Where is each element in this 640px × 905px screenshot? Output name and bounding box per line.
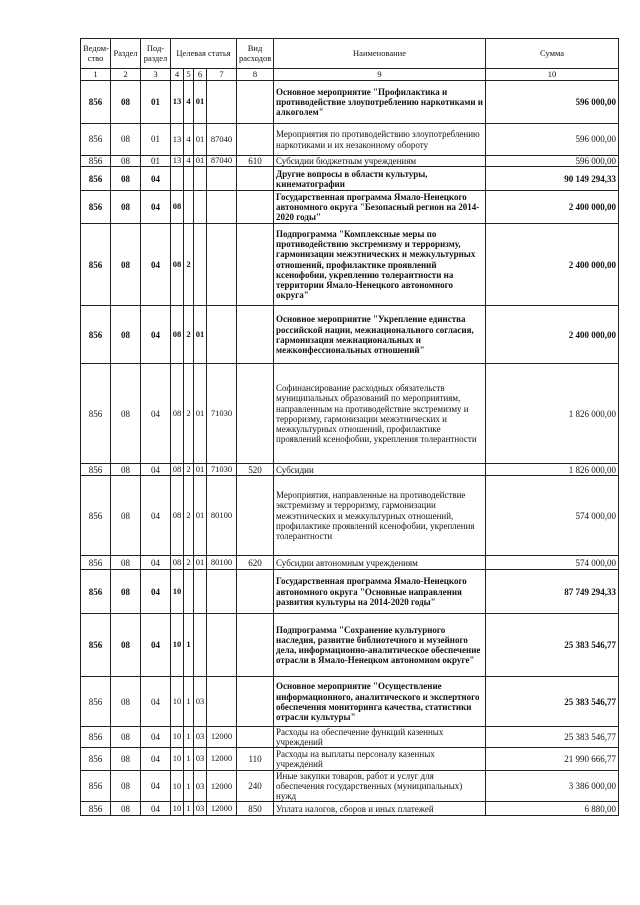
cell-summa: 596 000,00: [486, 81, 619, 124]
cell-target-direction: 12000: [207, 771, 237, 802]
column-number: 5: [184, 69, 194, 81]
cell-target-direction: 71030: [207, 464, 237, 476]
column-number: 10: [486, 69, 619, 81]
cell-podrazdel: 04: [141, 748, 171, 771]
cell-razdel: 08: [111, 364, 141, 464]
cell-vedomstvo: 856: [81, 167, 111, 191]
cell-target-subprogram: 1: [184, 614, 194, 677]
cell-target-subprogram: 1: [184, 748, 194, 771]
cell-vedomstvo: 856: [81, 156, 111, 167]
cell-vedomstvo: 856: [81, 677, 111, 727]
cell-summa: 90 149 294,33: [486, 167, 619, 191]
column-number: 4: [171, 69, 184, 81]
cell-vid-rashodov: [237, 476, 274, 556]
cell-target-event: 01: [194, 364, 207, 464]
cell-razdel: 08: [111, 677, 141, 727]
cell-target-direction: [207, 570, 237, 614]
cell-razdel: 08: [111, 224, 141, 306]
cell-vedomstvo: 856: [81, 306, 111, 364]
cell-target-direction: [207, 614, 237, 677]
table-row: [81, 614, 619, 677]
cell-target-event: 01: [194, 464, 207, 476]
cell-summa: 2 400 000,00: [486, 224, 619, 306]
header-celevaya-statya: Целевая статья: [171, 39, 237, 69]
cell-razdel: 08: [111, 167, 141, 191]
cell-razdel: 08: [111, 556, 141, 570]
cell-target-event: [194, 191, 207, 224]
cell-target-direction: 80100: [207, 556, 237, 570]
cell-target-subprogram: 1: [184, 677, 194, 727]
cell-podrazdel: 01: [141, 156, 171, 167]
cell-target-direction: [207, 224, 237, 306]
cell-target-event: 03: [194, 802, 207, 816]
cell-target-event: 03: [194, 727, 207, 748]
cell-target-event: 03: [194, 771, 207, 802]
table-row: [81, 727, 619, 748]
cell-target-subprogram: [184, 570, 194, 614]
cell-target-direction: [207, 191, 237, 224]
table-row: [81, 124, 619, 156]
cell-vedomstvo: 856: [81, 802, 111, 816]
cell-vid-rashodov: [237, 306, 274, 364]
table-row: [81, 167, 619, 191]
cell-target-event: 03: [194, 748, 207, 771]
cell-summa: 6 880,00: [486, 802, 619, 816]
header-vid-rashodov: Вид расходов: [237, 39, 274, 69]
table-row: [81, 556, 619, 570]
table-row: [81, 570, 619, 614]
cell-vid-rashodov: 850: [237, 802, 274, 816]
cell-naimenovanie: Субсидии: [274, 464, 486, 476]
cell-target-subprogram: 4: [184, 124, 194, 156]
cell-razdel: 08: [111, 306, 141, 364]
header-vedomstvo: Ведом-ство: [81, 39, 111, 69]
cell-naimenovanie: Государственная программа Ямало-Ненецкого автономного округа "Основные направления развития культуры на 2014-2020 годы": [274, 570, 486, 614]
cell-target-direction: [207, 677, 237, 727]
cell-razdel: 08: [111, 748, 141, 771]
cell-razdel: 08: [111, 191, 141, 224]
cell-naimenovanie: Мероприятия, направленные на противодействие экстремизму и терроризму, гармонизации межэтнических и межкультурных отношений, профилактике проявлений ксенофобии, укрепления толерантности: [274, 476, 486, 556]
cell-target-subprogram: [184, 191, 194, 224]
cell-target-program: 08: [171, 464, 184, 476]
table-row: [81, 224, 619, 306]
cell-target-event: 01: [194, 124, 207, 156]
budget-table: [80, 38, 619, 816]
cell-target-subprogram: 1: [184, 802, 194, 816]
cell-target-program: 08: [171, 476, 184, 556]
cell-razdel: 08: [111, 476, 141, 556]
cell-target-program: 08: [171, 364, 184, 464]
cell-vid-rashodov: [237, 570, 274, 614]
cell-target-direction: 87040: [207, 156, 237, 167]
cell-vid-rashodov: [237, 124, 274, 156]
cell-podrazdel: 01: [141, 81, 171, 124]
cell-podrazdel: 04: [141, 464, 171, 476]
cell-vid-rashodov: [237, 677, 274, 727]
cell-naimenovanie: Основное мероприятие "Укрепление единства российской нации, межнационального согласия, гармонизация межнациональных и межконфессиональных отношений": [274, 306, 486, 364]
cell-target-event: 01: [194, 156, 207, 167]
table-row: [81, 677, 619, 727]
cell-podrazdel: 01: [141, 124, 171, 156]
cell-summa: 25 383 546,77: [486, 727, 619, 748]
cell-razdel: 08: [111, 464, 141, 476]
cell-razdel: 08: [111, 727, 141, 748]
table-body: [81, 81, 619, 816]
cell-podrazdel: 04: [141, 802, 171, 816]
table-row: [81, 748, 619, 771]
cell-summa: 596 000,00: [486, 124, 619, 156]
cell-podrazdel: 04: [141, 224, 171, 306]
cell-podrazdel: 04: [141, 727, 171, 748]
cell-podrazdel: 04: [141, 476, 171, 556]
cell-target-program: 13: [171, 124, 184, 156]
header-row: [81, 39, 619, 69]
cell-vedomstvo: 856: [81, 556, 111, 570]
cell-vedomstvo: 856: [81, 364, 111, 464]
cell-summa: 2 400 000,00: [486, 191, 619, 224]
cell-vedomstvo: 856: [81, 748, 111, 771]
cell-podrazdel: 04: [141, 191, 171, 224]
cell-summa: 25 383 546,77: [486, 614, 619, 677]
table-row: [81, 156, 619, 167]
column-numbers-row: [81, 69, 619, 81]
cell-podrazdel: 04: [141, 556, 171, 570]
cell-target-program: 10: [171, 614, 184, 677]
cell-target-program: [171, 167, 184, 191]
cell-target-direction: 12000: [207, 748, 237, 771]
cell-summa: 596 000,00: [486, 156, 619, 167]
cell-summa: 87 749 294,33: [486, 570, 619, 614]
cell-target-subprogram: 1: [184, 727, 194, 748]
cell-target-program: 13: [171, 156, 184, 167]
cell-target-program: 10: [171, 570, 184, 614]
cell-summa: 1 826 000,00: [486, 464, 619, 476]
cell-vid-rashodov: [237, 167, 274, 191]
cell-vid-rashodov: [237, 224, 274, 306]
cell-summa: 1 826 000,00: [486, 364, 619, 464]
table-row: [81, 771, 619, 802]
column-number: 7: [207, 69, 237, 81]
cell-vedomstvo: 856: [81, 191, 111, 224]
cell-summa: 21 990 666,77: [486, 748, 619, 771]
cell-target-direction: 71030: [207, 364, 237, 464]
column-number: 3: [141, 69, 171, 81]
cell-target-subprogram: 2: [184, 364, 194, 464]
table-row: [81, 191, 619, 224]
cell-target-direction: [207, 167, 237, 191]
cell-summa: 574 000,00: [486, 476, 619, 556]
cell-target-subprogram: 2: [184, 476, 194, 556]
cell-naimenovanie: Уплата налогов, сборов и иных платежей: [274, 802, 486, 816]
cell-target-event: 01: [194, 81, 207, 124]
cell-naimenovanie: Основное мероприятие "Осуществление информационного, аналитического и экспертного обеспечения мониторинга качества, статистики отрасли культуры": [274, 677, 486, 727]
cell-target-event: [194, 224, 207, 306]
cell-vid-rashodov: 620: [237, 556, 274, 570]
header-summa: Сумма: [486, 39, 619, 69]
column-number: 2: [111, 69, 141, 81]
cell-vid-rashodov: [237, 614, 274, 677]
cell-target-event: [194, 570, 207, 614]
cell-target-program: 10: [171, 748, 184, 771]
cell-naimenovanie: Софинансирование расходных обязательств муниципальных образований по мероприятиям, направленным на противодействие экстремизму и терроризму, гармонизации межэтнических и межкультурных отношений, профилактике проявлений ксенофобии, укрепления толерантности: [274, 364, 486, 464]
cell-naimenovanie: Подпрограмма "Сохранение культурного наследия, развитие библиотечного и музейного дела, информационно-аналитическое обеспечение отрасли в Ямало-Ненецком автономном округе": [274, 614, 486, 677]
cell-razdel: 08: [111, 771, 141, 802]
header-razdel: Раздел: [111, 39, 141, 69]
cell-target-subprogram: 2: [184, 464, 194, 476]
cell-razdel: 08: [111, 81, 141, 124]
cell-vedomstvo: 856: [81, 570, 111, 614]
cell-razdel: 08: [111, 614, 141, 677]
cell-summa: 25 383 546,77: [486, 677, 619, 727]
cell-target-program: 10: [171, 771, 184, 802]
column-number: 6: [194, 69, 207, 81]
cell-razdel: 08: [111, 156, 141, 167]
cell-vid-rashodov: 610: [237, 156, 274, 167]
cell-vid-rashodov: [237, 191, 274, 224]
table-row: [81, 81, 619, 124]
cell-target-program: 08: [171, 224, 184, 306]
cell-podrazdel: 04: [141, 677, 171, 727]
cell-target-direction: 80100: [207, 476, 237, 556]
cell-target-subprogram: 4: [184, 81, 194, 124]
cell-target-program: 10: [171, 677, 184, 727]
cell-razdel: 08: [111, 802, 141, 816]
table-row: [81, 464, 619, 476]
cell-target-event: 01: [194, 306, 207, 364]
cell-target-subprogram: 4: [184, 156, 194, 167]
cell-naimenovanie: Другие вопросы в области культуры, кинематографии: [274, 167, 486, 191]
cell-target-program: 10: [171, 802, 184, 816]
cell-naimenovanie: Подпрограмма "Комплексные меры по противодействию экстремизму и терроризму, гармонизации межэтнических и межкультурных отношений, профилактике проявлений ксенофобии, укреплению толерантности на территории Ямало-Ненецкого автономного округа": [274, 224, 486, 306]
cell-vid-rashodov: [237, 81, 274, 124]
cell-target-subprogram: 2: [184, 224, 194, 306]
cell-vid-rashodov: 240: [237, 771, 274, 802]
cell-naimenovanie: Расходы на выплаты персоналу казенных учреждений: [274, 748, 486, 771]
cell-target-event: 03: [194, 677, 207, 727]
cell-summa: 574 000,00: [486, 556, 619, 570]
table-row: [81, 306, 619, 364]
cell-podrazdel: 04: [141, 771, 171, 802]
cell-podrazdel: 04: [141, 167, 171, 191]
column-number: 9: [274, 69, 486, 81]
cell-razdel: 08: [111, 124, 141, 156]
cell-vedomstvo: 856: [81, 464, 111, 476]
cell-summa: 2 400 000,00: [486, 306, 619, 364]
cell-podrazdel: 04: [141, 570, 171, 614]
cell-podrazdel: 04: [141, 614, 171, 677]
cell-vedomstvo: 856: [81, 727, 111, 748]
cell-target-direction: [207, 81, 237, 124]
cell-vid-rashodov: [237, 364, 274, 464]
header-podrazdel: Под-раздел: [141, 39, 171, 69]
cell-target-event: 01: [194, 476, 207, 556]
cell-vid-rashodov: [237, 727, 274, 748]
cell-naimenovanie: Государственная программа Ямало-Ненецкого автономного округа "Безопасный регион на 2014-2020 годы": [274, 191, 486, 224]
cell-naimenovanie: Субсидии бюджетным учреждениям: [274, 156, 486, 167]
cell-target-program: 13: [171, 81, 184, 124]
cell-target-event: [194, 614, 207, 677]
cell-target-program: 08: [171, 191, 184, 224]
cell-vedomstvo: 856: [81, 81, 111, 124]
cell-vedomstvo: 856: [81, 124, 111, 156]
cell-target-subprogram: 2: [184, 306, 194, 364]
cell-naimenovanie: Основное мероприятие "Профилактика и противодействие злоупотреблению наркотиками и алкоголем": [274, 81, 486, 124]
cell-target-subprogram: 1: [184, 771, 194, 802]
cell-target-event: [194, 167, 207, 191]
cell-vedomstvo: 856: [81, 224, 111, 306]
cell-naimenovanie: Расходы на обеспечение функций казенных учреждений: [274, 727, 486, 748]
table-row: [81, 802, 619, 816]
cell-vedomstvo: 856: [81, 771, 111, 802]
cell-target-subprogram: 2: [184, 556, 194, 570]
cell-target-program: 08: [171, 306, 184, 364]
cell-vid-rashodov: 520: [237, 464, 274, 476]
cell-vedomstvo: 856: [81, 614, 111, 677]
cell-target-program: 10: [171, 727, 184, 748]
column-number: 1: [81, 69, 111, 81]
cell-target-direction: 12000: [207, 727, 237, 748]
cell-podrazdel: 04: [141, 364, 171, 464]
cell-target-direction: 12000: [207, 802, 237, 816]
cell-podrazdel: 04: [141, 306, 171, 364]
cell-naimenovanie: Мероприятия по противодействию злоупотреблению наркотиками и их незаконному обороту: [274, 124, 486, 156]
cell-target-direction: 87040: [207, 124, 237, 156]
cell-naimenovanie: Иные закупки товаров, работ и услуг для обеспечения государственных (муниципальных) нужд: [274, 771, 486, 802]
table-row: [81, 364, 619, 464]
cell-razdel: 08: [111, 570, 141, 614]
cell-target-subprogram: [184, 167, 194, 191]
cell-vid-rashodov: 110: [237, 748, 274, 771]
cell-target-direction: [207, 306, 237, 364]
cell-target-event: 01: [194, 556, 207, 570]
table-row: [81, 476, 619, 556]
column-number: 8: [237, 69, 274, 81]
cell-summa: 3 386 000,00: [486, 771, 619, 802]
cell-naimenovanie: Субсидии автономным учреждениям: [274, 556, 486, 570]
header-naimenovanie: Наименование: [274, 39, 486, 69]
cell-vedomstvo: 856: [81, 476, 111, 556]
cell-target-program: 08: [171, 556, 184, 570]
